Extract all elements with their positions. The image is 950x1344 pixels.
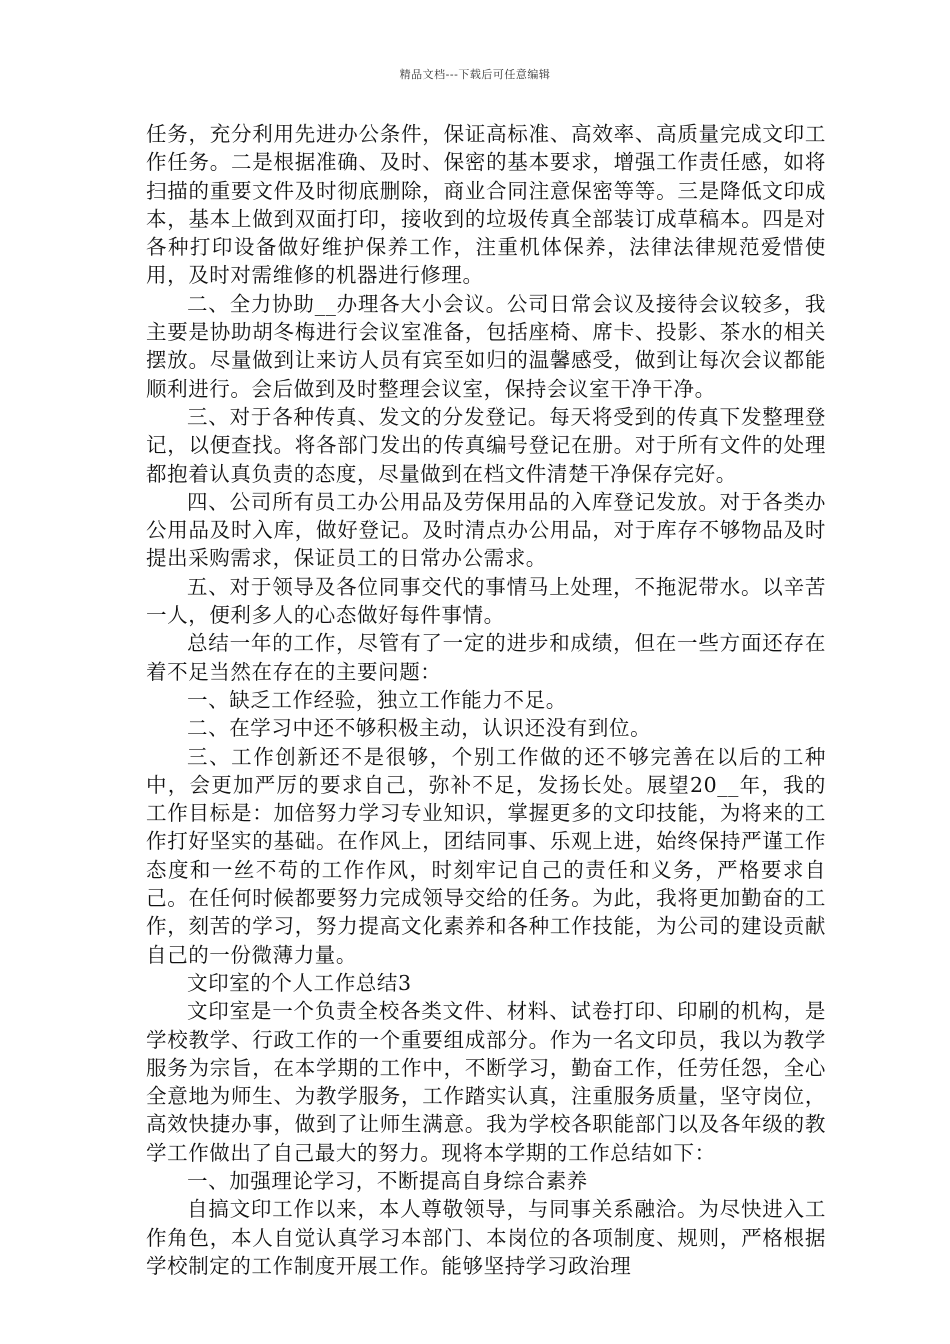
page-header: 精品文档---下载后可任意编辑 [399, 68, 551, 81]
paragraph: 任务，充分利用先进办公条件，保证高标准、高效率、高质量完成文印工作任务。二是根据准确、及时、保密的基本要求，增强工作责任感，如将扫描的重要文件及时彻底删除，商业合同注意保密等等。三是降低文印成本，基本上做到双面打印，接收到的垃圾传真全部装订成草稿本。四是对各种打印设备做好维护保养工作，注重机体保养，法律法律规范爱惜使用，及时对需维修的机器进行修理。 [146, 122, 826, 288]
section-title: 文印室的个人工作总结3 [187, 970, 412, 995]
document-body [146, 120, 826, 1280]
paragraph: 五、对于领导及各位同事交代的事情马上处理，不拖泥带水。以辛苦一人，便利多人的心态做好每件事情。 [146, 574, 826, 628]
paragraph: 二、全力协助__办理各大小会议。公司日常会议及接待会议较多，我主要是协助胡冬梅进行会议室准备，包括座椅、席卡、投影、茶水的相关摆放。尽量做到让来访人员有宾至如归的温馨感受，做到让每次会议都能顺利进行。会后做到及时整理会议室，保持会议室干净干净。 [146, 291, 826, 401]
section-heading: 一、加强理论学习，不断提高自身综合素养 [187, 1168, 588, 1193]
paragraph: 四、公司所有员工办公用品及劳保用品的入库登记发放。对于各类办公用品及时入库，做好登记。及时清点办公用品，对于库存不够物品及时提出采购需求，保证员工的日常办公需求。 [146, 489, 826, 571]
paragraph: 总结一年的工作，尽管有了一定的进步和成绩，但在一些方面还存在着不足当然在存在的主要问题： [146, 631, 826, 684]
list-item: 一、缺乏工作经验，独立工作能力不足。 [187, 687, 567, 712]
paragraph: 文印室是一个负责全校各类文件、材料、试卷打印、印刷的机构，是学校教学、行政工作的一个重要组成部分。作为一名文印员，我以为教学服务为宗旨，在本学期的工作中，不断学习，勤奋工作，任劳任怨，全心全意地为师生、为教学服务，工作踏实认真，注重服务质量，坚守岗位，高效快捷办事，做到了让师生满意。我为学校各职能部门以及各年级的教学工作做出了自己最大的努力。现将本学期的工作总结如下： [146, 999, 826, 1165]
paragraph: 三、工作创新还不是很够，个别工作做的还不够完善在以后的工种中，会更加严厉的要求自己，弥补不足，发扬长处。展望20__年，我的工作目标是：加倍努力学习专业知识，掌握更多的文印技能，为将来的工作打好坚实的基础。在作风上，团结同事、乐观上进，始终保持严谨工作态度和一丝不苟的工作作风，时刻牢记自己的责任和义务，严格要求自己。在任何时候都要努力完成领导交给的任务。为此，我将更加勤奋的工作，刻苦的学习，努力提高文化素养和各种工作技能，为公司的建设贡献自己的一份微薄力量。 [146, 744, 826, 967]
paragraph: 自搞文印工作以来，本人尊敬领导，与同事关系融洽。为尽快进入工作角色，本人自觉认真学习本部门、本岗位的各项制度、规则，严格根据学校制定的工作制度开展工作。能够坚持学习政治理 [146, 1197, 826, 1278]
paragraph: 三、对于各种传真、发文的分发登记。每天将受到的传真下发整理登记，以便查找。将各部门发出的传真编号登记在册。对于所有文件的处理都抱着认真负责的态度，尽量做到在档文件清楚干净保存完好。 [146, 404, 826, 486]
list-item: 二、在学习中还不够积极主动，认识还没有到位。 [187, 716, 652, 741]
